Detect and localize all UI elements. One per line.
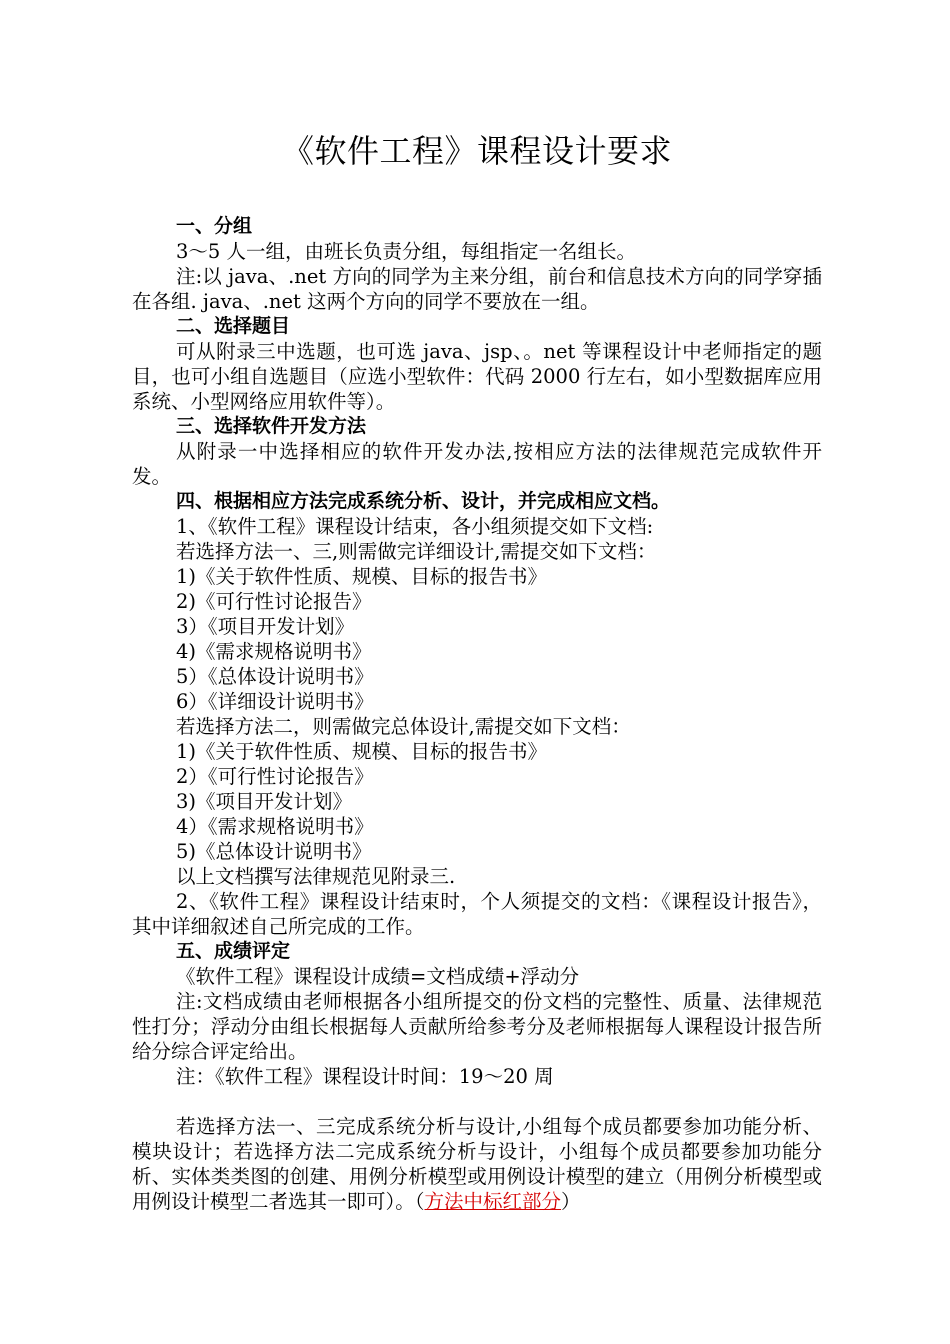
list-item: 1)《关于软件性质、规模、目标的报告书》 (176, 740, 548, 763)
closing-end: ） (561, 1190, 581, 1213)
list-item: 2）《可行性讨论报告》 (176, 765, 374, 788)
section-heading-method: 三、选择软件开发方法 (176, 415, 367, 437)
list-item: 6）《详细设计说明书》 (176, 690, 374, 713)
section-heading-documents: 四、根据相应方法完成系统分析、设计，并完成相应文档。 (176, 490, 671, 512)
red-highlight-text: 方法中标红部分 (424, 1190, 562, 1213)
paragraph: 3～5 人一组，由班长负责分组，每组指定一名组长。 (176, 240, 637, 263)
paragraph: 可从附录三中选题，也可选 java、jsp、。net 等课程设计中老师指定的题目，也可小组自选题目（应选小型软件：代码 2000 行左右，如小型数据库应用系统、小型网络应用软件等）。 (132, 340, 822, 413)
list-item: 4)《需求规格说明书》 (176, 640, 372, 663)
list-item: 3）《项目开发计划》 (176, 615, 355, 638)
paragraph: 从附录一中选择相应的软件开发办法,按相应方法的法律规范完成软件开发。 (132, 440, 822, 488)
list-item: 2)《可行性讨论报告》 (176, 590, 372, 613)
section-heading-grouping: 一、分组 (176, 215, 253, 237)
list-item: 5）《总体设计说明书》 (176, 665, 374, 688)
blank-line (132, 1089, 822, 1114)
closing-paragraph (132, 1114, 822, 1214)
section-heading-grading: 五、成绩评定 (176, 940, 291, 962)
list-item: 4）《需求规格说明书》 (176, 815, 374, 838)
paragraph: 以上文档撰写法律规范见附录三. (176, 865, 456, 888)
list-item: 1)《关于软件性质、规模、目标的报告书》 (176, 565, 548, 588)
paragraph: 1、《软件工程》课程设计结束，各小组须提交如下文档: (176, 515, 654, 538)
section-heading-topic: 二、选择题目 (176, 315, 291, 337)
paragraph: 若选择方法二，则需做完总体设计,需提交如下文档： (176, 715, 631, 738)
paragraph: 注:以 java、.net 方向的同学为主来分组，前台和信息技术方向的同学穿插在各组. java、.net 这两个方向的同学不要放在一组。 (132, 265, 822, 313)
closing-text: 若选择方法一、三完成系统分析与设计,小组每个成员都要参加功能分析、模块设计；若选择方法二完成系统分析与设计，小组每个成员都要参加功能分析、实体类类图的创建、用例分析模型或用例设计模型的建立（用例分析模型或用例设计模型二者选其一即可）。（ (132, 1115, 822, 1213)
paragraph: 《软件工程》课程设计成绩=文档成绩+浮动分 (176, 965, 580, 988)
paragraph: 注:文档成绩由老师根据各小组所提交的份文档的完整性、质量、法律规范性打分；浮动分由组长根据每人贡献所给参考分及老师根据每人课程设计报告所给分综合评定给出。 (132, 990, 822, 1063)
list-item: 5)《总体设计说明书》 (176, 840, 372, 863)
page-title: 《软件工程》课程设计要求 (281, 132, 672, 170)
paragraph: 注：《软件工程》课程设计时间：19～20 周 (176, 1065, 554, 1088)
list-item: 3)《项目开发计划》 (176, 790, 353, 813)
paragraph: 2、《软件工程》课程设计结束时，个人须提交的文档：《课程设计报告》，其中详细叙述自己所完成的工作。 (132, 890, 822, 938)
document-page (132, 128, 822, 1214)
paragraph: 若选择方法一、三,则需做完详细设计,需提交如下文档： (176, 540, 657, 563)
